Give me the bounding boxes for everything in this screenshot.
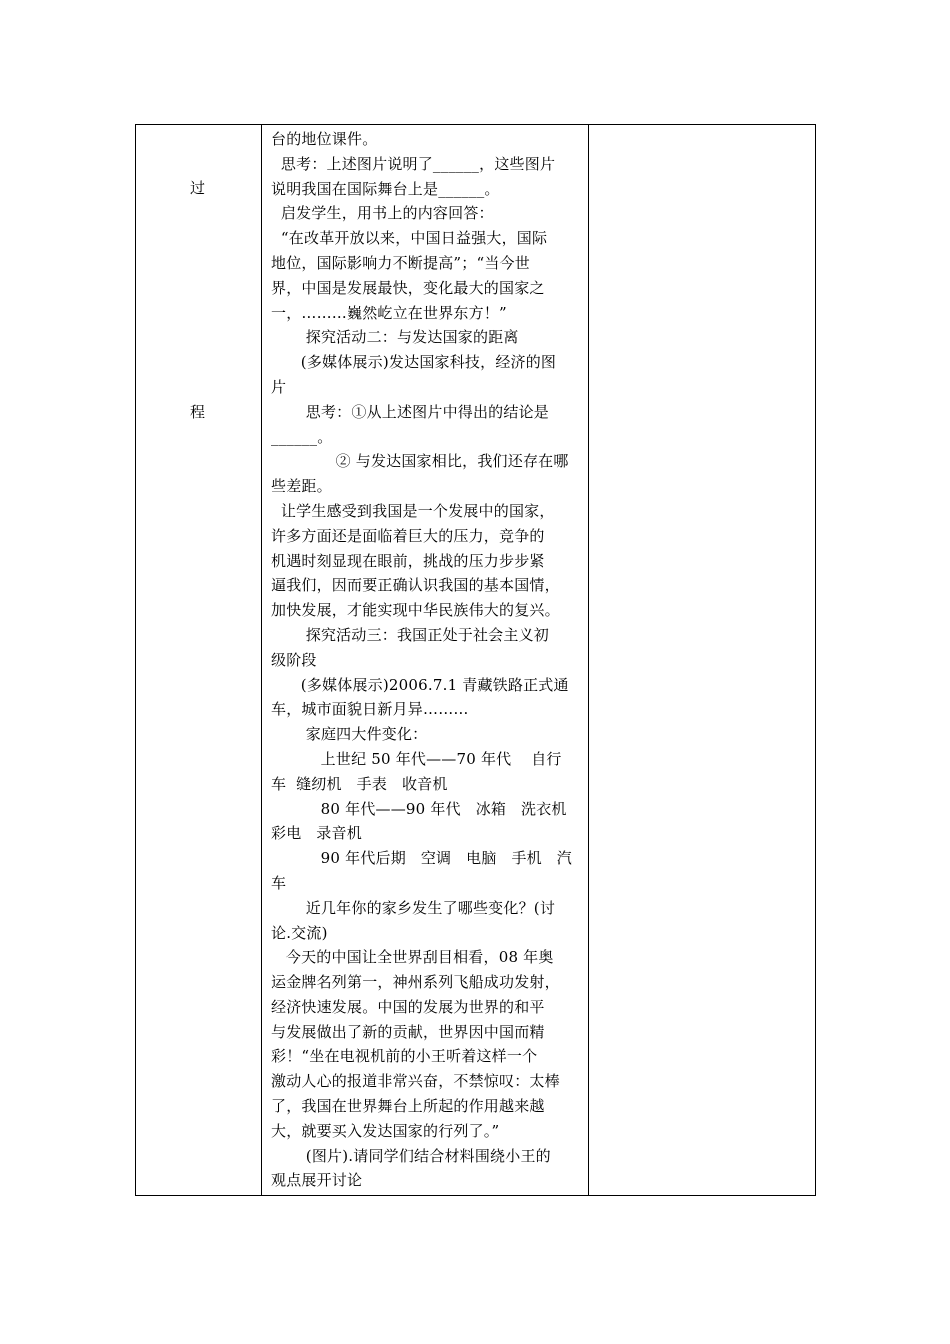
content-line: 思考：上述图片说明了______，这些图片 — [271, 154, 556, 173]
content-line: 彩电 录音机 — [271, 824, 362, 843]
content-line: 地位，国际影响力不断提高”；“当今世 — [271, 253, 530, 272]
content-line: ______。 — [271, 427, 333, 446]
process-label-top: 过 — [190, 179, 206, 197]
content-line: “在改革开放以来，中国日益强大，国际 — [271, 229, 548, 248]
content-line: 车 — [271, 873, 287, 892]
content-line: ② 与发达国家相比，我们还存在哪 — [271, 452, 569, 471]
content-line: 一，………巍然屹立在世界东方！” — [271, 303, 507, 322]
content-line: 了，我国在世界舞台上所起的作用越来越 — [271, 1097, 545, 1116]
content-line: 论.交流) — [271, 923, 328, 942]
content-line: 今天的中国让全世界刮目相看，08 年奥 — [271, 948, 554, 967]
content-line: 些差距。 — [271, 477, 332, 496]
content-line: 探究活动三：我国正处于社会主义初 — [271, 625, 549, 644]
column-divider-right — [588, 124, 589, 1196]
content-line: 80 年代——90 年代 冰箱 洗衣机 — [271, 799, 567, 818]
content-line: 机遇时刻显现在眼前，挑战的压力步步紧 — [271, 551, 545, 570]
content-line: 激动人心的报道非常兴奋，不禁惊叹：太棒 — [271, 1072, 560, 1091]
content-line: 上世纪 50 年代——70 年代 自行 — [271, 749, 562, 768]
content-line: 彩！“坐在电视机前的小王听着这样一个 — [271, 1047, 538, 1066]
content-line: (多媒体展示)发达国家科技，经济的图 — [271, 353, 557, 372]
content-line: 车 缝纫机 手表 收音机 — [271, 774, 448, 793]
lesson-content — [271, 127, 583, 1193]
content-line: (多媒体展示)2006.7.1 青藏铁路正式通 — [271, 675, 569, 694]
process-label-bottom: 程 — [190, 403, 206, 421]
content-line: 让学生感受到我国是一个发展中的国家， — [271, 501, 555, 520]
content-line: 逼我们，因而要正确认识我国的基本国情， — [271, 576, 560, 595]
content-line: 运金牌名列第一，神州系列飞船成功发射， — [271, 973, 560, 992]
content-line: 启发学生，用书上的内容回答： — [271, 204, 494, 223]
content-line: 大，就要买入发达国家的行列了。” — [271, 1121, 500, 1140]
content-line: 级阶段 — [271, 650, 317, 669]
column-divider-left — [261, 124, 262, 1196]
content-line: 家庭四大件变化： — [271, 725, 428, 744]
content-line: 片 — [271, 377, 287, 396]
content-line: 车，城市面貌日新月异……… — [271, 700, 469, 719]
content-line: 观点展开讨论 — [271, 1171, 363, 1190]
content-line: (图片).请同学们结合材料围绕小王的 — [271, 1146, 551, 1165]
content-line: 说明我国在国际舞台上是______。 — [271, 179, 500, 198]
content-line: 界，中国是发展最快，变化最大的国家之 — [271, 278, 545, 297]
content-line: 加快发展，才能实现中华民族伟大的复兴。 — [271, 601, 560, 620]
content-line: 90 年代后期 空调 电脑 手机 汽 — [271, 849, 572, 868]
content-line: 台的地位课件。 — [271, 130, 378, 148]
content-line: 经济快速发展。中国的发展为世界的和平 — [271, 997, 545, 1016]
content-line: 探究活动二：与发达国家的距离 — [271, 328, 519, 347]
content-line: 近几年你的家乡发生了哪些变化？(讨 — [271, 898, 556, 917]
content-line: 许多方面还是面临着巨大的压力，竞争的 — [271, 526, 545, 545]
content-line: 与发展做出了新的贡献，世界因中国而精 — [271, 1022, 545, 1041]
content-line: 思考：①从上述图片中得出的结论是 — [271, 402, 549, 421]
